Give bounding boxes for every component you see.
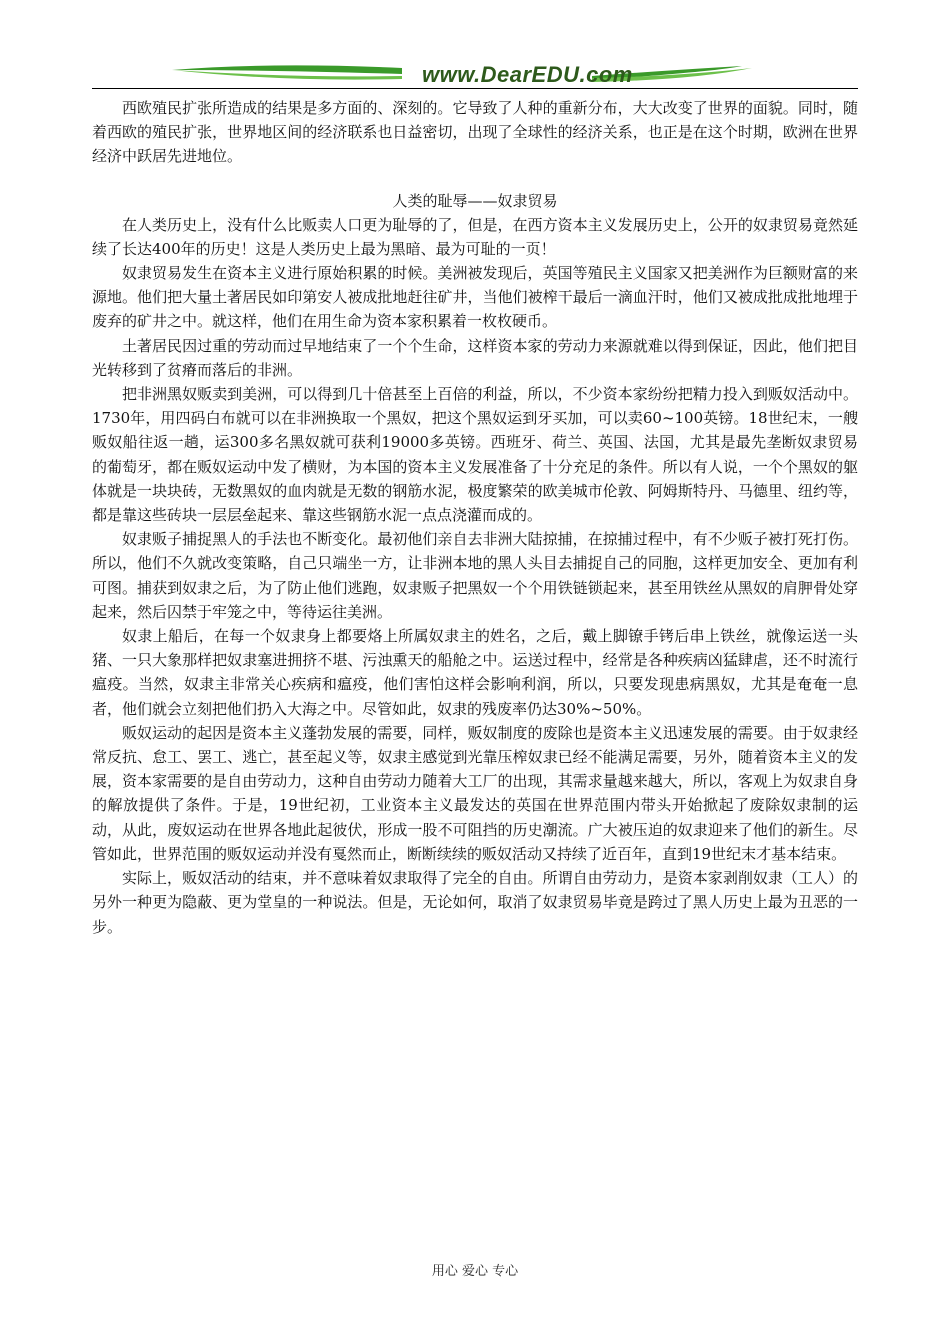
paragraph-7: 贩奴运动的起因是资本主义蓬勃发展的需要，同样，贩奴制度的废除也是资本主义迅速发展的需要。由于奴隶经常反抗、怠工、罢工、逃亡，甚至起义等，奴隶主感觉到光靠压榨奴隶已经不能满足需要，另外，随着资本主义的发展，资本家需要的是自由劳动力，这种自由劳动力随着大工厂的出现，其需求量越来越大，所以，客观上为奴隶自身的解放提供了条件。于是，19世纪初，工业资本主义最发达的英国在世界范围内带头开始掀起了废除奴隶制的运动，从此，废奴运动在世界各地此起彼伏，形成一股不可阻挡的历史潮流。广大被压迫的奴隶迎来了他们的新生。尽管如此，世界范围的贩奴运动并没有戛然而止，断断续续的贩奴活动又持续了近百年，直到19世纪末才基本结束。 xyxy=(92,723,858,863)
paragraph-5: 奴隶贩子捕捉黑人的手法也不断变化。最初他们亲自去非洲大陆掠捕，在掠捕过程中，有不少贩子被打死打伤。所以，他们不久就改变策略，自己只端坐一方，让非洲本地的黑人头目去捕捉自己的同胞，这样更加安全、更加有利可图。捕获到奴隶之后，为了防止他们逃跑，奴隶贩子把黑奴一个个用铁链锁起来，甚至用铁丝从黑奴的肩胛骨处穿起来，然后囚禁于牢笼之中，等待运往美洲。 xyxy=(92,530,858,621)
paragraph-8: 实际上，贩奴活动的结束，并不意味着奴隶取得了完全的自由。所谓自由劳动力，是资本家剥削奴隶（工人）的另外一种更为隐蔽、更为堂皇的一种说法。但是，无论如何，取消了奴隶贸易毕竟是跨过了黑人历史上最为丑恶的一步。 xyxy=(92,869,858,936)
site-logo-text: www.DearEDU.com xyxy=(422,62,633,87)
article-title: 人类的耻辱——奴隶贸易 xyxy=(392,191,558,210)
article-body xyxy=(92,96,858,939)
paragraph-3: 土著居民因过重的劳动而过早地结束了一个个生命，这样资本家的劳动力来源就难以得到保证，因此，他们把目光转移到了贫瘠而落后的非洲。 xyxy=(92,336,858,379)
paragraph-4: 把非洲黑奴贩卖到美洲，可以得到几十倍甚至上百倍的利益，所以，不少资本家纷纷把精力投入到贩奴活动中。1730年，用四码白布就可以在非洲换取一个黑奴，把这个黑奴运到牙买加，可以卖60~100英镑。18世纪末，一艘贩奴船往返一趟，运300多名黑奴就可获利19000多英镑。西班牙、荷兰、英国、法国，尤其是最先垄断奴隶贸易的葡萄牙，都在贩奴运动中发了横财，为本国的资本主义发展准备了十分充足的条件。所以有人说，一个个黑奴的躯体就是一块块砖，无数黑奴的血肉就是无数的钢筋水泥，极度繁荣的欧美城市伦敦、阿姆斯特丹、马德里、纽约等，都是靠这些砖块一层层垒起来、靠这些钢筋水泥一点点浇灌而成的。 xyxy=(92,385,858,525)
intro-paragraph: 西欧殖民扩张所造成的结果是多方面的、深刻的。它导致了人种的重新分布，大大改变了世界的面貌。同时，随着西欧的殖民扩张，世界地区间的经济联系也日益密切，出现了全球性的经济关系，也正是在这个时期，欧洲在世界经济中跃居先进地位。 xyxy=(92,99,858,166)
paragraph-6: 奴隶上船后，在每一个奴隶身上都要烙上所属奴隶主的姓名，之后，戴上脚镣手铐后串上铁丝，就像运送一头猪、一只大象那样把奴隶塞进拥挤不堪、污浊熏天的船舱之中。运送过程中，经常是各种疾病凶猛肆虐，还不时流行瘟疫。当然，奴隶主非常关心疾病和瘟疫，他们害怕这样会影响利润，所以，只要发现患病黑奴，尤其是奄奄一息者，他们就会立刻把他们扔入大海之中。尽管如此，奴隶的残废率仍达30%~50%。 xyxy=(92,627,858,718)
paragraph-1: 在人类历史上，没有什么比贩卖人口更为耻辱的了，但是，在西方资本主义发展历史上，公开的奴隶贸易竟然延续了长达400年的历史！这是人类历史上最为黑暗、最为可耻的一页！ xyxy=(92,215,858,258)
page-header xyxy=(92,58,858,92)
page-footer: 用心 爱心 专心 xyxy=(431,1264,519,1279)
header-divider xyxy=(92,88,858,89)
paragraph-2: 奴隶贸易发生在资本主义进行原始积累的时候。美洲被发现后，英国等殖民主义国家又把美洲作为巨额财富的来源地。他们把大量土著居民如印第安人被成批地赶往矿井，当他们被榨干最后一滴血汗时，他们又被成批成批地埋于废弃的矿井之中。就这样，他们在用生命为资本家积累着一枚枚硬币。 xyxy=(92,264,858,331)
